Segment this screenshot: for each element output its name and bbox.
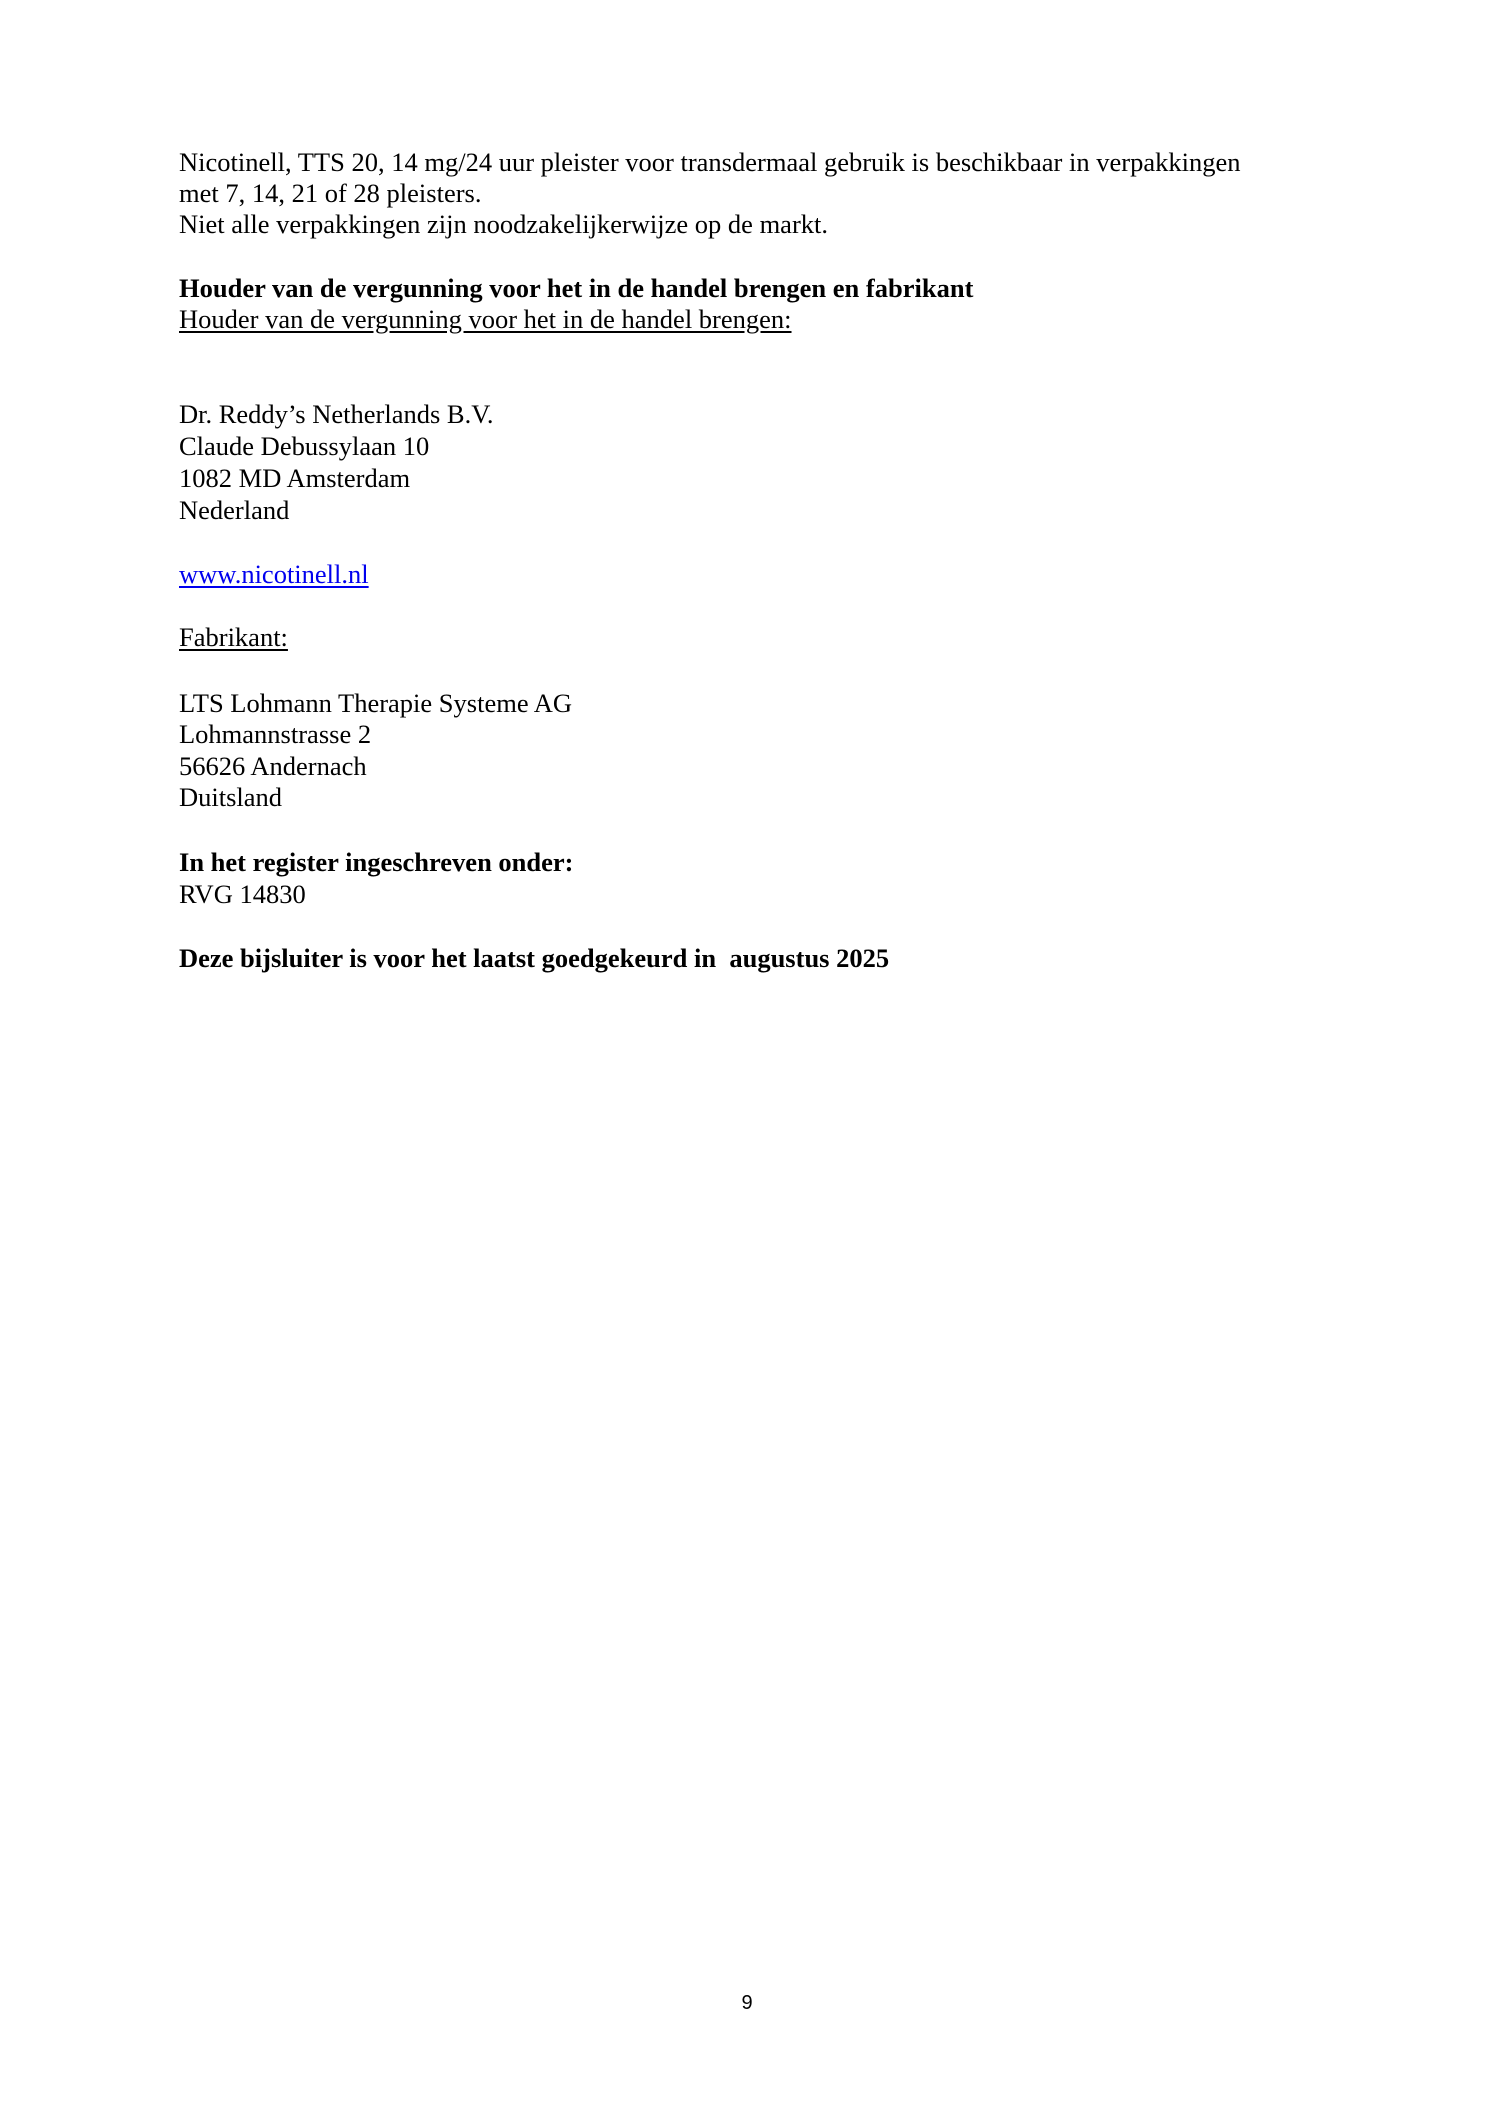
- holder-address-company: Dr. Reddy’s Netherlands B.V.: [179, 399, 494, 429]
- website-link[interactable]: www.nicotinell.nl: [179, 559, 369, 589]
- holder-address-country: Nederland: [179, 495, 290, 525]
- manufacturer-address-company: LTS Lohmann Therapie Systeme AG: [179, 688, 573, 718]
- holder-address-city: 1082 MD Amsterdam: [179, 463, 411, 493]
- manufacturer-address-street: Lohmannstrasse 2: [179, 719, 372, 749]
- approval-date-statement: Deze bijsluiter is voor het laatst goedgekeurd in augustus 2025: [179, 943, 890, 973]
- holder-address-street: Claude Debussylaan 10: [179, 431, 430, 461]
- manufacturer-address-country: Duitsland: [179, 782, 283, 812]
- packaging-text-line-2: met 7, 14, 21 of 28 pleisters.: [179, 178, 482, 208]
- holder-section-heading: Houder van de vergunning voor het in de handel brengen en fabrikant: [179, 273, 974, 303]
- holder-subheading: Houder van de vergunning voor het in de handel brengen:: [179, 304, 792, 334]
- manufacturer-address-city: 56626 Andernach: [179, 751, 367, 781]
- manufacturer-subheading: Fabrikant:: [179, 622, 288, 652]
- page-number: 9: [741, 1992, 753, 2014]
- register-heading: In het register ingeschreven onder:: [179, 847, 574, 877]
- packaging-text-line-1: Nicotinell, TTS 20, 14 mg/24 uur pleister voor transdermaal gebruik is beschikbaar in verpakkingen: [179, 147, 1241, 177]
- register-number: RVG 14830: [179, 879, 306, 909]
- packaging-availability-note: Niet alle verpakkingen zijn noodzakelijkerwijze op de markt.: [179, 209, 829, 239]
